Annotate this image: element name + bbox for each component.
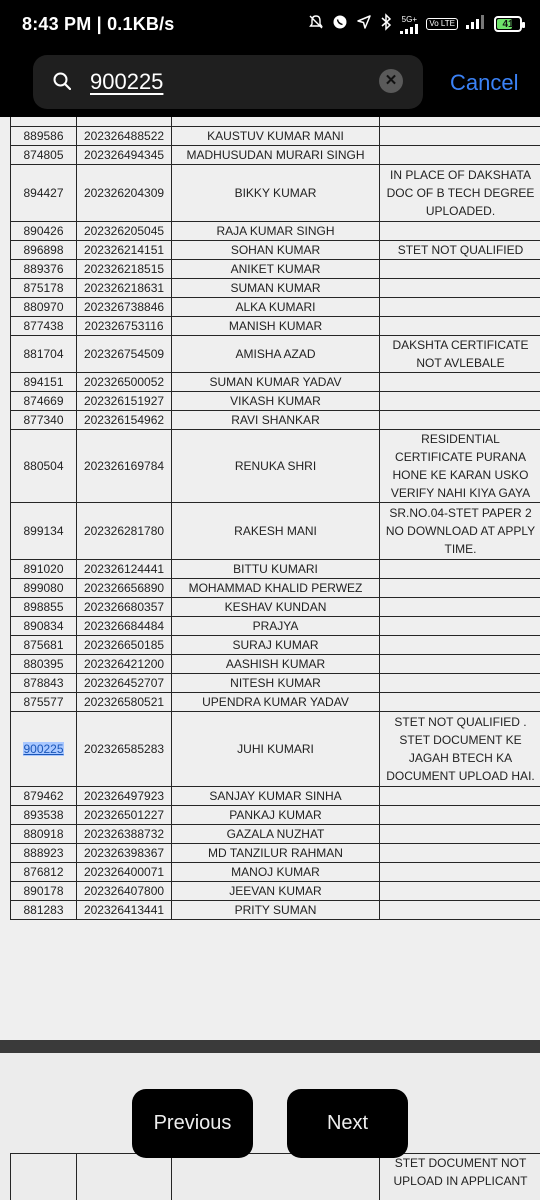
table-row: [11, 117, 540, 127]
bluetooth-icon: [380, 13, 392, 35]
table-row: [11, 712, 540, 787]
cell-name: SOHAN KUMAR: [172, 241, 380, 260]
cell-remark: [380, 146, 540, 165]
clear-search-button[interactable]: [379, 69, 403, 93]
cell-reg: 202326388732: [77, 825, 172, 844]
table-row: [11, 655, 540, 674]
cell-reg: 202326738846: [77, 298, 172, 317]
status-icons: [308, 13, 522, 35]
table-row: [11, 260, 540, 279]
cell-remark: [380, 373, 540, 392]
cell-remark: RESIDENTIAL CERTIFICATE PURANA HONE KE KARAN USKO VERIFY NAHI KIYA GAYA: [380, 430, 540, 503]
cell-reg: 202326684484: [77, 617, 172, 636]
cell-name: [172, 117, 380, 127]
cell-name: PRAJYA: [172, 617, 380, 636]
cell-remark: [380, 844, 540, 863]
cell-name: BIKKY KUMAR: [172, 165, 380, 222]
cell-name: BITTU KUMARI: [172, 560, 380, 579]
cell-name: RAVI SHANKAR: [172, 411, 380, 430]
cell-remark: [380, 598, 540, 617]
cell-reg: [77, 117, 172, 127]
location-icon: [356, 14, 372, 34]
table-row: [11, 317, 540, 336]
cell-name: PRITY SUMAN: [172, 901, 380, 920]
cell-remark: STET DOCUMENT NOT UPLOAD IN APPLICANT: [380, 1154, 540, 1200]
cell-remark: [380, 617, 540, 636]
table-row: [11, 560, 540, 579]
cell-reg: 202326400071: [77, 863, 172, 882]
battery-level: 41: [502, 18, 514, 30]
cell-remark: [380, 411, 540, 430]
cell-id: 875681: [11, 636, 77, 655]
cell-remark: [380, 317, 540, 336]
cell-id: 879462: [11, 787, 77, 806]
table-row: [11, 1154, 540, 1200]
cell-name: MADHUSUDAN MURARI SINGH: [172, 146, 380, 165]
cell-id: 890426: [11, 222, 77, 241]
cell-remark: [380, 560, 540, 579]
cell-name: KAUSTUV KUMAR MANI: [172, 127, 380, 146]
cell-reg: 202326154962: [77, 411, 172, 430]
cell-id: 893538: [11, 806, 77, 825]
cell-id: 876812: [11, 863, 77, 882]
cell-id: 899134: [11, 503, 77, 560]
search-input[interactable]: [33, 55, 423, 109]
cell-name: KESHAV KUNDAN: [172, 598, 380, 617]
table-row: [11, 298, 540, 317]
next-button[interactable]: Next: [287, 1089, 408, 1158]
cell-remark: [380, 882, 540, 901]
cell-remark: [380, 279, 540, 298]
cell-name: MOHAMMAD KHALID PERWEZ: [172, 579, 380, 598]
cell-id: 881283: [11, 901, 77, 920]
cell-name: SURAJ KUMAR: [172, 636, 380, 655]
cell-remark: STET NOT QUALIFIED . STET DOCUMENT KE JAGAH BTECH KA DOCUMENT UPLOAD HAI.: [380, 712, 540, 787]
cell-name: PANKAJ KUMAR: [172, 806, 380, 825]
table-row: [11, 674, 540, 693]
status-time: 8:43 PM | 0.1KB/s: [22, 14, 175, 34]
cell-id: [11, 712, 77, 787]
cell-name: NITESH KUMAR: [172, 674, 380, 693]
cell-remark: [380, 127, 540, 146]
cell-reg: 202326214151: [77, 241, 172, 260]
cell-name: RAJA KUMAR SINGH: [172, 222, 380, 241]
cell-id: [11, 1154, 77, 1200]
cell-remark: [380, 392, 540, 411]
cell-id: 877340: [11, 411, 77, 430]
cell-name: ANIKET KUMAR: [172, 260, 380, 279]
cell-remark: [380, 636, 540, 655]
close-icon: ✕: [384, 72, 398, 89]
table-row: [11, 373, 540, 392]
cell-name: VIKASH KUMAR: [172, 392, 380, 411]
cell-remark: [380, 117, 540, 127]
table-row: [11, 882, 540, 901]
cell-remark: DAKSHTA CERTIFICATE NOT AVLEBALE: [380, 336, 540, 373]
page-divider: [0, 1040, 540, 1053]
cell-id: 880504: [11, 430, 77, 503]
cell-id: 894151: [11, 373, 77, 392]
table-row: [11, 825, 540, 844]
table-row: [11, 901, 540, 920]
cell-reg: 202326413441: [77, 901, 172, 920]
cell-reg: 202326151927: [77, 392, 172, 411]
cell-reg: 202326488522: [77, 127, 172, 146]
cell-id: 890178: [11, 882, 77, 901]
cell-name: RAKESH MANI: [172, 503, 380, 560]
cell-reg: 202326407800: [77, 882, 172, 901]
cell-name: JUHI KUMARI: [172, 712, 380, 787]
table-row: [11, 598, 540, 617]
cell-reg: 202326501227: [77, 806, 172, 825]
cell-reg: 202326754509: [77, 336, 172, 373]
volte-badge: Vo LTE: [426, 18, 458, 30]
search-icon: [53, 72, 71, 90]
cell-id: 874805: [11, 146, 77, 165]
table-row: [11, 392, 540, 411]
cell-name: ALKA KUMARI: [172, 298, 380, 317]
cell-id: [11, 117, 77, 127]
cell-reg: 202326452707: [77, 674, 172, 693]
cell-remark: [380, 787, 540, 806]
mute-icon: [308, 14, 324, 34]
table-row: [11, 336, 540, 373]
cell-name: MANOJ KUMAR: [172, 863, 380, 882]
cell-reg: 202326218631: [77, 279, 172, 298]
cell-id: 889586: [11, 127, 77, 146]
cell-reg: 202326205045: [77, 222, 172, 241]
cell-name: AMISHA AZAD: [172, 336, 380, 373]
cell-remark: [380, 260, 540, 279]
table-row: [11, 617, 540, 636]
table-row: [11, 241, 540, 260]
candidate-table: [10, 117, 540, 920]
cell-reg: 202326281780: [77, 503, 172, 560]
cell-remark: [380, 655, 540, 674]
table-row: [11, 787, 540, 806]
cell-remark: [380, 806, 540, 825]
table-row: [11, 844, 540, 863]
cell-reg: 202326494345: [77, 146, 172, 165]
cell-id: 881704: [11, 336, 77, 373]
cell-name: MANISH KUMAR: [172, 317, 380, 336]
table-row: [11, 411, 540, 430]
cell-id: 875178: [11, 279, 77, 298]
cell-name: GAZALA NUZHAT: [172, 825, 380, 844]
signal-icon: [466, 15, 486, 33]
cell-id: 877438: [11, 317, 77, 336]
table-row: [11, 579, 540, 598]
cell-id: 890834: [11, 617, 77, 636]
cell-id: 875577: [11, 693, 77, 712]
cell-id: 889376: [11, 260, 77, 279]
cell-id: 894427: [11, 165, 77, 222]
signal-5g-icon: [400, 15, 418, 34]
cell-reg: 202326580521: [77, 693, 172, 712]
battery-icon: [494, 16, 522, 32]
cell-name: AASHISH KUMAR: [172, 655, 380, 674]
table-row: [11, 222, 540, 241]
table-row: [11, 503, 540, 560]
cell-name: RENUKA SHRI: [172, 430, 380, 503]
cell-id: 880970: [11, 298, 77, 317]
table-row: [11, 636, 540, 655]
cell-id: 874669: [11, 392, 77, 411]
cell-name: SUMAN KUMAR: [172, 279, 380, 298]
cell-reg: 202326753116: [77, 317, 172, 336]
cell-reg: 202326656890: [77, 579, 172, 598]
cell-remark: [380, 298, 540, 317]
table-row: [11, 279, 540, 298]
next-page-preview: [0, 1053, 540, 1200]
cell-id: 891020: [11, 560, 77, 579]
previous-button[interactable]: Previous: [132, 1089, 253, 1158]
table-row: [11, 165, 540, 222]
table-row: [11, 806, 540, 825]
cell-remark: [380, 693, 540, 712]
cell-name: MD TANZILUR RAHMAN: [172, 844, 380, 863]
cell-remark: [380, 674, 540, 693]
cell-reg: 202326218515: [77, 260, 172, 279]
cell-remark: SR.NO.04-STET PAPER 2 NO DOWNLOAD AT APPLY TIME.: [380, 503, 540, 560]
cell-reg: 202326497923: [77, 787, 172, 806]
cell-id: 899080: [11, 579, 77, 598]
cell-remark: [380, 863, 540, 882]
cell-id: 888923: [11, 844, 77, 863]
cell-reg: 202326421200: [77, 655, 172, 674]
cell-remark: [380, 901, 540, 920]
cell-reg: 202326169784: [77, 430, 172, 503]
table-row: [11, 430, 540, 503]
cell-id: 880918: [11, 825, 77, 844]
cell-reg: 202326124441: [77, 560, 172, 579]
cell-name: [172, 1154, 380, 1200]
whatsapp-icon: [332, 14, 348, 34]
cancel-button[interactable]: Cancel: [450, 70, 519, 95]
cell-reg: 202326204309: [77, 165, 172, 222]
network-label: 5G+: [401, 14, 418, 24]
status-bar: [0, 0, 540, 50]
cell-name: JEEVAN KUMAR: [172, 882, 380, 901]
cell-reg: 202326585283: [77, 712, 172, 787]
cell-remark: IN PLACE OF DAKSHATA DOC OF B TECH DEGREE UPLOADED.: [380, 165, 540, 222]
next-page-table: [10, 1153, 540, 1200]
search-query[interactable]: 900225: [90, 69, 164, 94]
cell-name: SUMAN KUMAR YADAV: [172, 373, 380, 392]
cell-id: 896898: [11, 241, 77, 260]
cell-remark: STET NOT QUALIFIED: [380, 241, 540, 260]
document-page: [0, 117, 540, 1040]
table-row: [11, 693, 540, 712]
cell-name: SANJAY KUMAR SINHA: [172, 787, 380, 806]
cell-reg: 202326500052: [77, 373, 172, 392]
cell-remark: [380, 222, 540, 241]
cell-id: 880395: [11, 655, 77, 674]
cell-reg: 202326680357: [77, 598, 172, 617]
table-row: [11, 127, 540, 146]
cell-reg: 202326398367: [77, 844, 172, 863]
search-match-highlight: 900225: [23, 742, 64, 756]
table-row: [11, 863, 540, 882]
cell-id: 878843: [11, 674, 77, 693]
cell-name: UPENDRA KUMAR YADAV: [172, 693, 380, 712]
cell-remark: [380, 825, 540, 844]
cell-reg: 202326650185: [77, 636, 172, 655]
table-row: [11, 146, 540, 165]
cell-id: 898855: [11, 598, 77, 617]
cell-remark: [380, 579, 540, 598]
cell-reg: [77, 1154, 172, 1200]
